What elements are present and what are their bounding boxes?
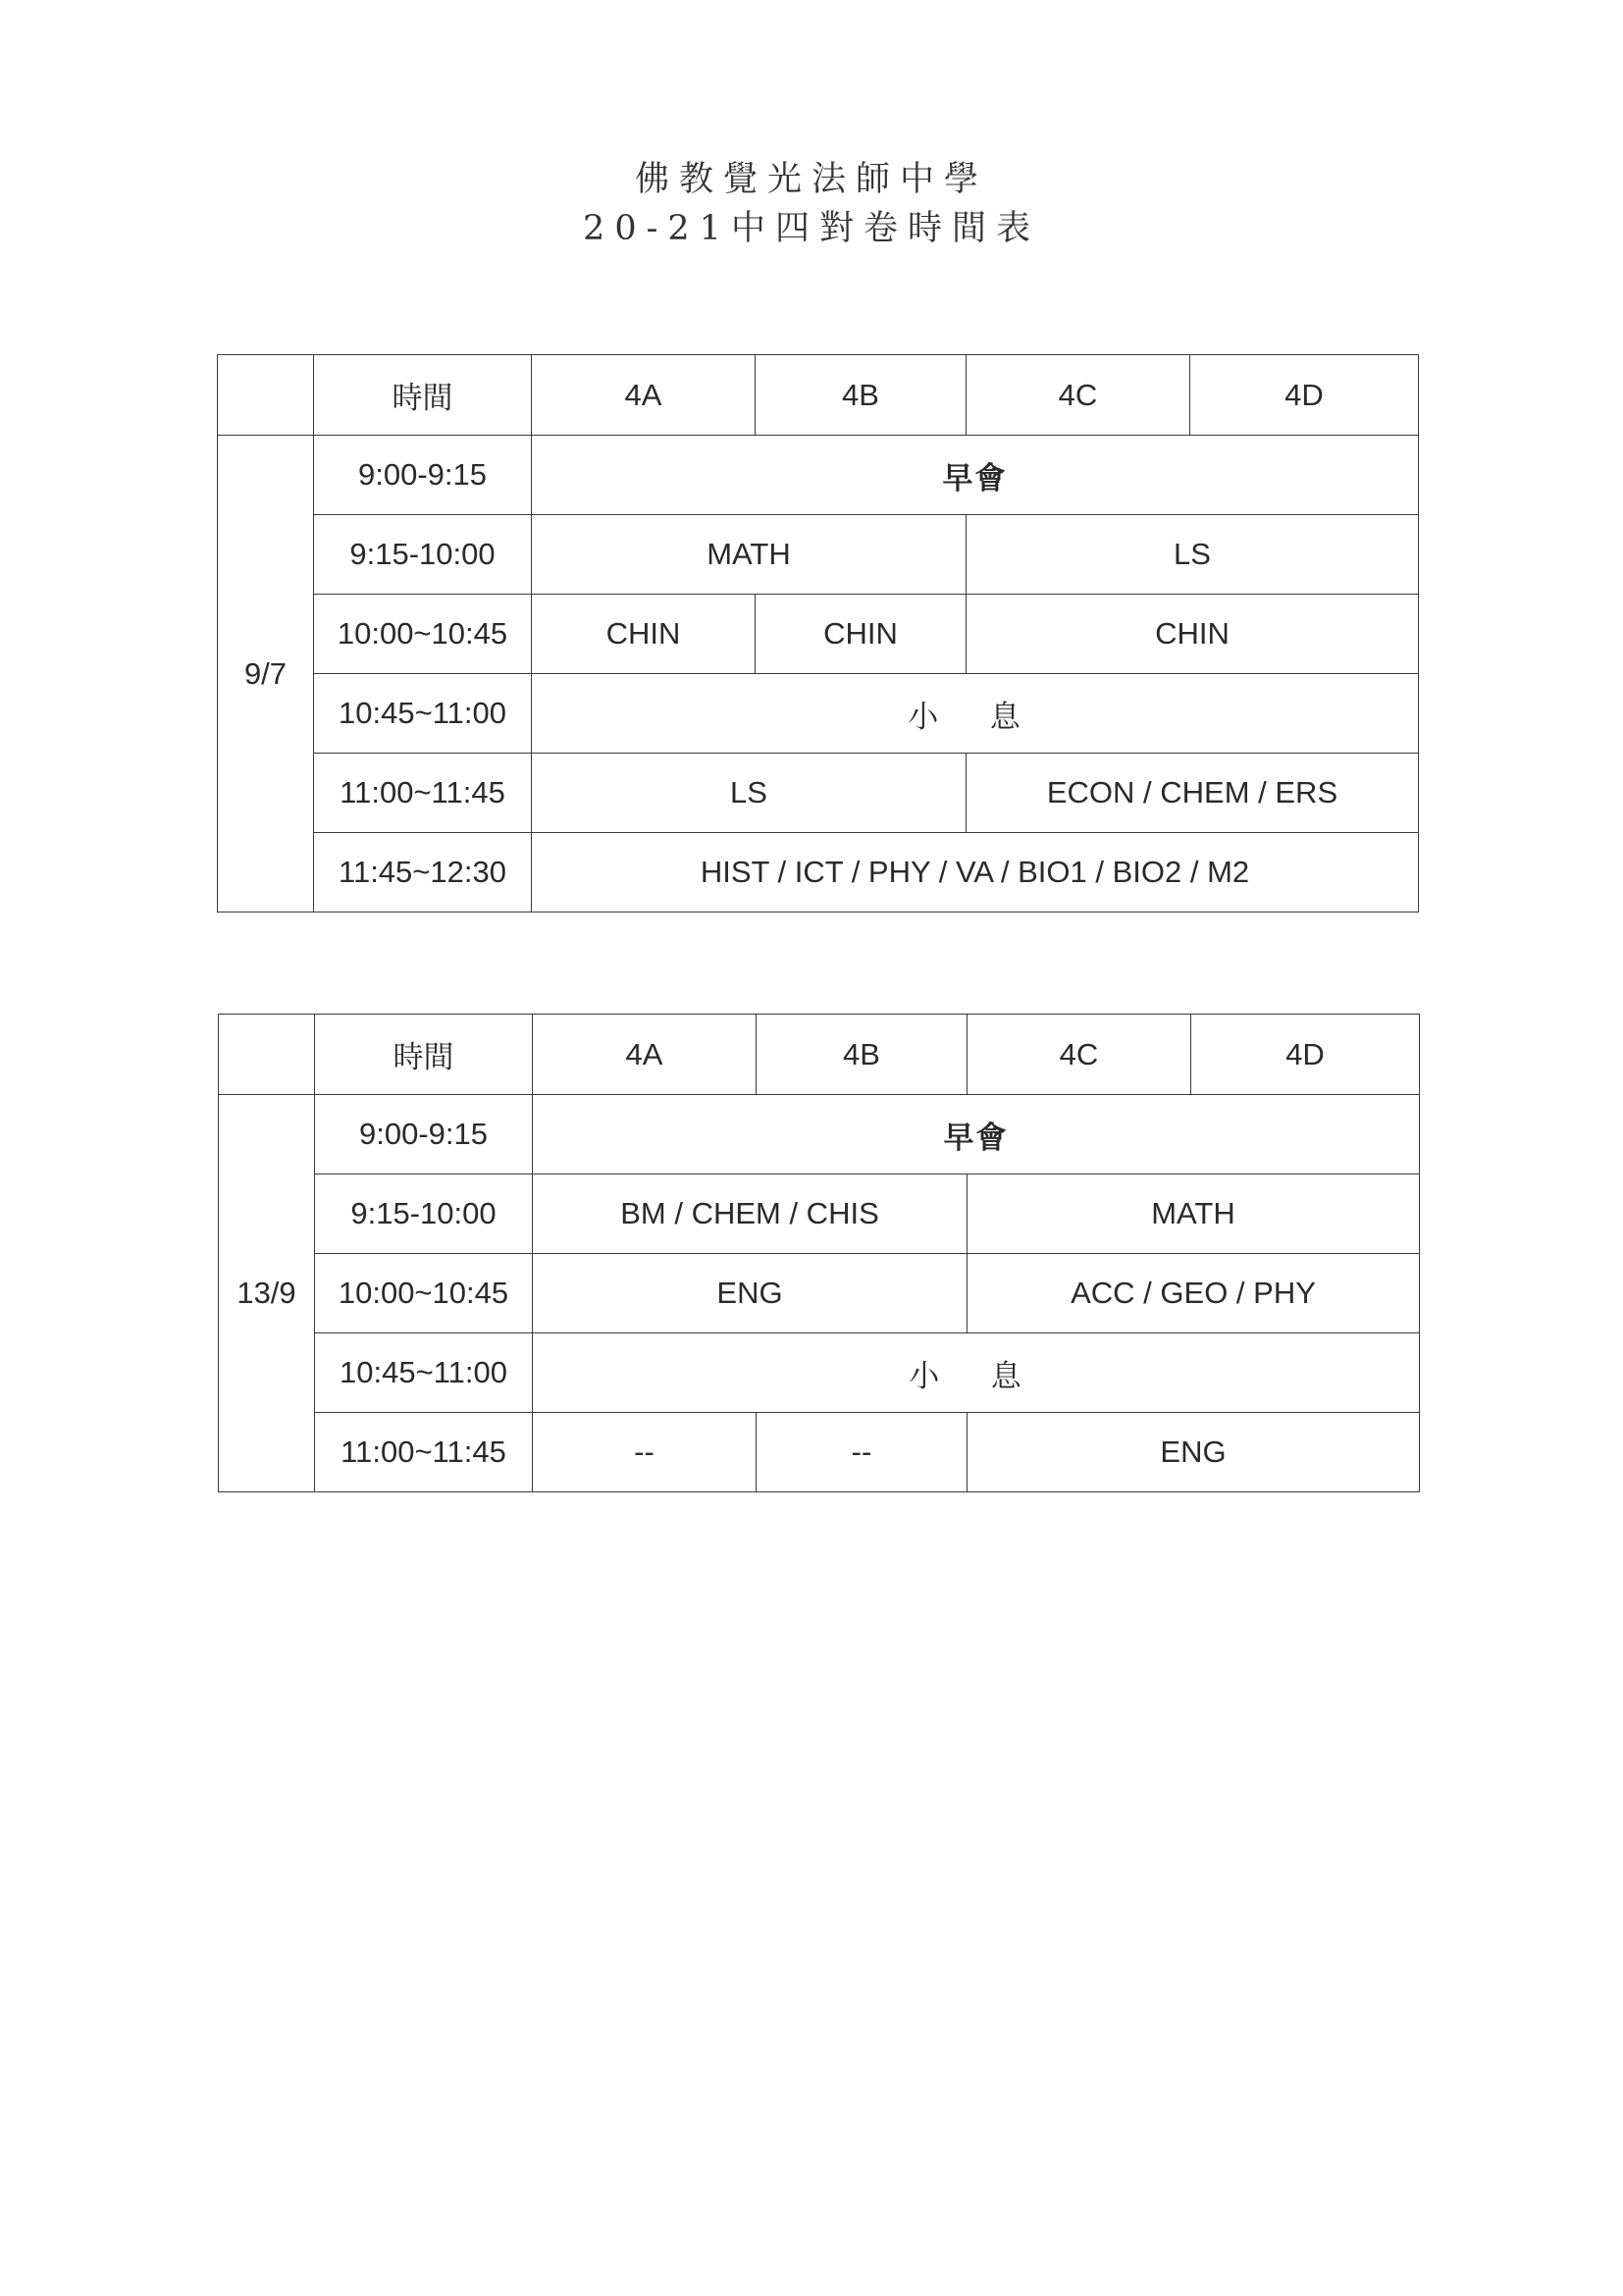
subject-cell-4b: -- <box>757 1413 968 1492</box>
table-row <box>218 754 1419 833</box>
time-cell: 9:00-9:15 <box>315 1095 533 1174</box>
school-name: 佛教覺光法師中學 <box>634 160 988 199</box>
time-cell: 11:00~11:45 <box>315 1413 533 1492</box>
subject-cell-4a: -- <box>533 1413 757 1492</box>
break-cell: 小 息 <box>533 1333 1420 1413</box>
timetable-title: 20-21中四對卷時間表 <box>583 209 1040 248</box>
table-row <box>219 1333 1420 1413</box>
subject-cell-4c-4d: CHIN <box>967 595 1419 674</box>
subject-cell-all: HIST / ICT / PHY / VA / BIO1 / BIO2 / M2 <box>532 833 1419 913</box>
subject-cell-4a-4b: ENG <box>533 1254 968 1333</box>
table-row <box>218 674 1419 754</box>
header-class-4c: 4C <box>968 1015 1191 1095</box>
header-time: 時間 <box>315 1015 533 1095</box>
timetable-day-2 <box>218 1014 1420 1492</box>
subject-cell-4a-4b: MATH <box>532 515 967 595</box>
header-blank-cell <box>219 1015 315 1095</box>
date-cell: 9/7 <box>218 436 314 913</box>
table-row <box>218 595 1419 674</box>
subject-cell-4a-4b: LS <box>532 754 967 833</box>
subject-cell-4b: CHIN <box>756 595 967 674</box>
header-class-4b: 4B <box>757 1015 968 1095</box>
header-class-4d: 4D <box>1191 1015 1420 1095</box>
subject-cell-4c-4d: ECON / CHEM / ERS <box>967 754 1419 833</box>
time-cell: 10:45~11:00 <box>315 1333 533 1413</box>
header-blank-cell <box>218 355 314 436</box>
timetable-day-1 <box>217 354 1419 913</box>
table-row <box>219 1174 1420 1254</box>
time-cell: 11:00~11:45 <box>314 754 532 833</box>
table-row <box>218 515 1419 595</box>
header-class-4c: 4C <box>967 355 1190 436</box>
table-row <box>218 436 1419 515</box>
assembly-cell: 早會 <box>533 1095 1420 1174</box>
header-row <box>218 355 1419 436</box>
date-cell: 13/9 <box>219 1095 315 1492</box>
header-class-4d: 4D <box>1190 355 1419 436</box>
time-cell: 11:45~12:30 <box>314 833 532 913</box>
assembly-cell: 早會 <box>532 436 1419 515</box>
subject-cell-4c-4d: ACC / GEO / PHY <box>968 1254 1420 1333</box>
subject-cell-4a: CHIN <box>532 595 756 674</box>
time-cell: 9:00-9:15 <box>314 436 532 515</box>
header-class-4b: 4B <box>756 355 967 436</box>
time-cell: 10:45~11:00 <box>314 674 532 754</box>
subject-cell-4c-4d: ENG <box>968 1413 1420 1492</box>
break-cell: 小 息 <box>532 674 1419 754</box>
header-class-4a: 4A <box>533 1015 757 1095</box>
time-cell: 10:00~10:45 <box>314 595 532 674</box>
time-cell: 9:15-10:00 <box>314 515 532 595</box>
table-row <box>219 1095 1420 1174</box>
header-time: 時間 <box>314 355 532 436</box>
table-row <box>219 1413 1420 1492</box>
subject-cell-4c-4d: MATH <box>968 1174 1420 1254</box>
table-row <box>218 833 1419 913</box>
table-row <box>219 1254 1420 1333</box>
subject-cell-4a-4b: BM / CHEM / CHIS <box>533 1174 968 1254</box>
header-class-4a: 4A <box>532 355 756 436</box>
subject-cell-4c-4d: LS <box>967 515 1419 595</box>
time-cell: 9:15-10:00 <box>315 1174 533 1254</box>
time-cell: 10:00~10:45 <box>315 1254 533 1333</box>
header-row <box>219 1015 1420 1095</box>
